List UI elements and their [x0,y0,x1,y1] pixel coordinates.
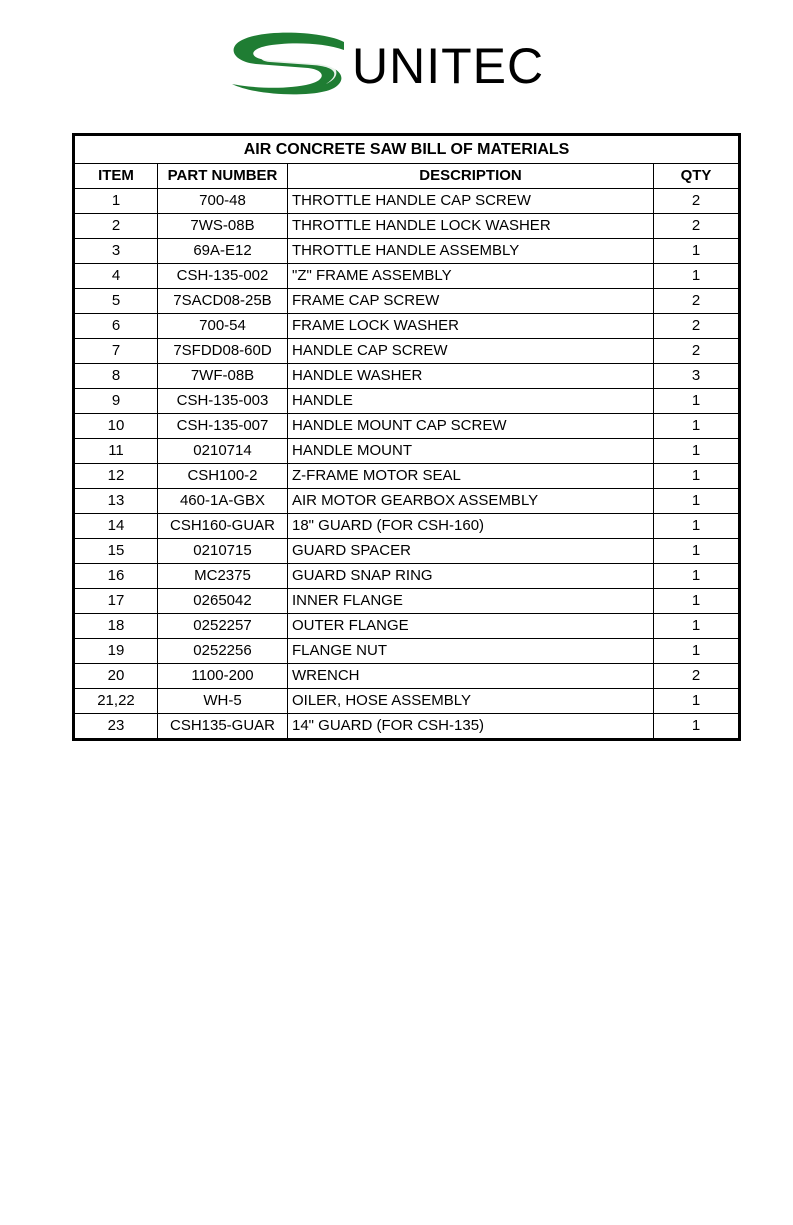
cell-item: 11 [74,439,158,464]
table-row [74,464,740,489]
header-qty: QTY [654,164,740,189]
cell-part-number: CSH-135-003 [158,389,288,414]
cell-item: 12 [74,464,158,489]
cell-item: 4 [74,264,158,289]
table-row [74,614,740,639]
cell-part-number: 7SACD08-25B [158,289,288,314]
table-row [74,589,740,614]
cell-item: 7 [74,339,158,364]
cell-qty: 1 [654,689,740,714]
table-row [74,439,740,464]
logo-text: UNITEC [352,38,545,94]
cell-qty: 1 [654,489,740,514]
cell-part-number: 1100-200 [158,664,288,689]
cell-part-number: 7WF-08B [158,364,288,389]
cell-item: 23 [74,714,158,740]
table-row [74,664,740,689]
cell-qty: 1 [654,714,740,740]
cell-part-number: WH-5 [158,689,288,714]
cell-qty: 1 [654,389,740,414]
table-row [74,214,740,239]
table-row [74,489,740,514]
cell-item: 18 [74,614,158,639]
cell-qty: 2 [654,214,740,239]
cell-item: 10 [74,414,158,439]
cell-item: 14 [74,514,158,539]
cell-item: 20 [74,664,158,689]
cell-qty: 1 [654,239,740,264]
cell-item: 16 [74,564,158,589]
table-row [74,264,740,289]
cell-part-number: 460-1A-GBX [158,489,288,514]
cell-description: FRAME CAP SCREW [288,289,654,314]
cell-part-number: 0210715 [158,539,288,564]
table-row [74,689,740,714]
cell-part-number: 0252257 [158,614,288,639]
cell-qty: 1 [654,439,740,464]
cell-item: 3 [74,239,158,264]
cell-description: HANDLE WASHER [288,364,654,389]
cell-qty: 1 [654,264,740,289]
cell-description: AIR MOTOR GEARBOX ASSEMBLY [288,489,654,514]
cell-description: FRAME LOCK WASHER [288,314,654,339]
cell-qty: 2 [654,664,740,689]
cell-description: THROTTLE HANDLE ASSEMBLY [288,239,654,264]
cell-qty: 2 [654,189,740,214]
cell-part-number: CSH135-GUAR [158,714,288,740]
cell-part-number: CSH100-2 [158,464,288,489]
cell-part-number: CSH-135-007 [158,414,288,439]
table-title-row [74,135,740,164]
cell-part-number: CSH-135-002 [158,264,288,289]
cell-qty: 1 [654,464,740,489]
cell-qty: 2 [654,314,740,339]
table-header-row [74,164,740,189]
cell-part-number: 7SFDD08-60D [158,339,288,364]
swoosh-logo-icon [226,30,350,100]
cell-part-number: 0210714 [158,439,288,464]
cell-description: OUTER FLANGE [288,614,654,639]
cell-qty: 1 [654,564,740,589]
cell-part-number: 700-48 [158,189,288,214]
cell-item: 17 [74,589,158,614]
cell-part-number: MC2375 [158,564,288,589]
table-row [74,314,740,339]
table-row [74,239,740,264]
cell-item: 5 [74,289,158,314]
unitec-logo [226,30,546,100]
table-row [74,364,740,389]
cell-qty: 3 [654,364,740,389]
table-row [74,539,740,564]
cell-part-number: 69A-E12 [158,239,288,264]
cell-item: 13 [74,489,158,514]
cell-description: THROTTLE HANDLE CAP SCREW [288,189,654,214]
cell-part-number: CSH160-GUAR [158,514,288,539]
header-description: DESCRIPTION [288,164,654,189]
cell-qty: 1 [654,639,740,664]
cell-description: "Z" FRAME ASSEMBLY [288,264,654,289]
cell-description: HANDLE CAP SCREW [288,339,654,364]
cell-item: 6 [74,314,158,339]
cell-qty: 2 [654,339,740,364]
cell-item: 8 [74,364,158,389]
cell-description: GUARD SPACER [288,539,654,564]
cell-part-number: 700-54 [158,314,288,339]
cell-qty: 1 [654,414,740,439]
cell-description: INNER FLANGE [288,589,654,614]
cell-description: GUARD SNAP RING [288,564,654,589]
cell-part-number: 0252256 [158,639,288,664]
cell-qty: 2 [654,289,740,314]
cell-qty: 1 [654,514,740,539]
table-title: AIR CONCRETE SAW BILL OF MATERIALS [74,135,740,164]
table-row [74,289,740,314]
table-row [74,339,740,364]
cell-item: 21,22 [74,689,158,714]
cell-item: 2 [74,214,158,239]
cell-item: 1 [74,189,158,214]
table-row [74,639,740,664]
bill-of-materials-table [72,133,741,741]
cell-qty: 1 [654,614,740,639]
table-row [74,514,740,539]
cell-description: 18" GUARD (FOR CSH-160) [288,514,654,539]
cell-description: Z-FRAME MOTOR SEAL [288,464,654,489]
cell-description: THROTTLE HANDLE LOCK WASHER [288,214,654,239]
table-body [74,189,740,740]
cell-description: WRENCH [288,664,654,689]
cell-description: HANDLE MOUNT [288,439,654,464]
cell-item: 19 [74,639,158,664]
cell-item: 9 [74,389,158,414]
table-row [74,714,740,740]
table-row [74,564,740,589]
cell-description: FLANGE NUT [288,639,654,664]
cell-qty: 1 [654,539,740,564]
table-row [74,189,740,214]
header-part-number: PART NUMBER [158,164,288,189]
table-row [74,389,740,414]
cell-qty: 1 [654,589,740,614]
cell-description: HANDLE [288,389,654,414]
cell-item: 15 [74,539,158,564]
cell-part-number: 0265042 [158,589,288,614]
cell-part-number: 7WS-08B [158,214,288,239]
table-row [74,414,740,439]
header-item: ITEM [74,164,158,189]
cell-description: OILER, HOSE ASSEMBLY [288,689,654,714]
cell-description: HANDLE MOUNT CAP SCREW [288,414,654,439]
cell-description: 14" GUARD (FOR CSH-135) [288,714,654,740]
